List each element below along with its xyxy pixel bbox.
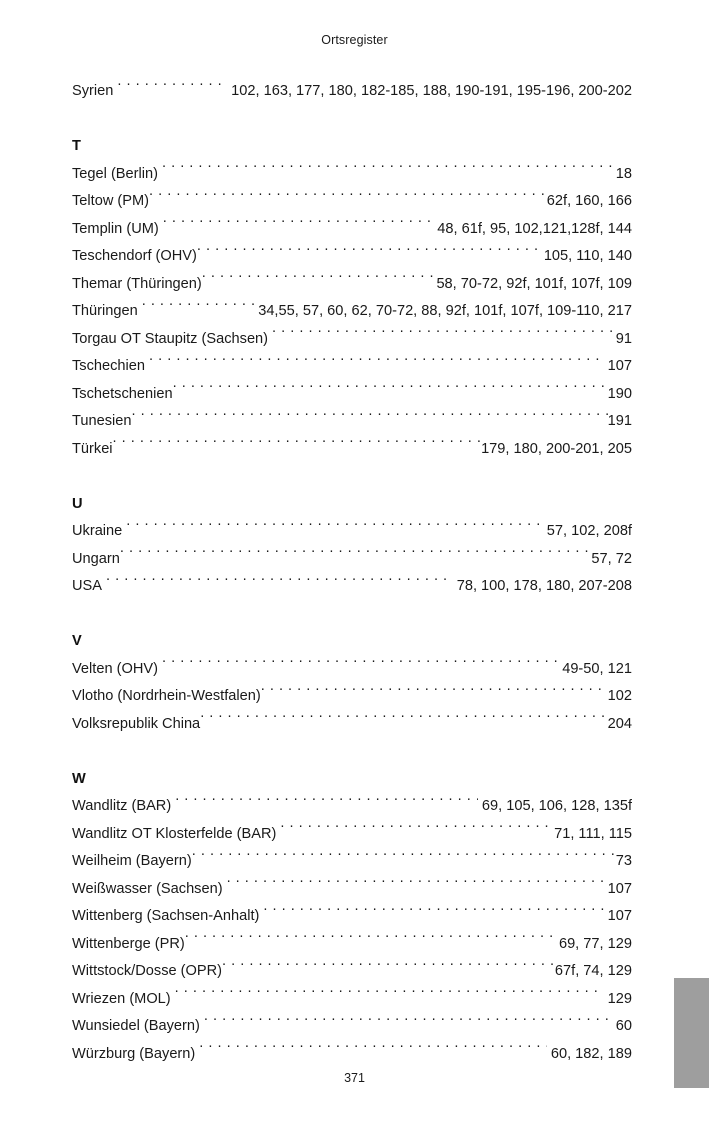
index-entry-leader-dots bbox=[185, 933, 559, 948]
index-entry bbox=[72, 656, 632, 684]
index-entry-pages: 179, 180, 200-201, 205 bbox=[481, 440, 632, 457]
index-entry bbox=[72, 573, 632, 601]
index-entry-leader-dots bbox=[227, 878, 604, 893]
index-entry-pages: 57, 72 bbox=[591, 550, 632, 567]
index-entry-pages: 105, 110, 140 bbox=[543, 248, 632, 264]
index-entry bbox=[72, 78, 632, 106]
index-entry-term: Torgau OT Staupitz (Sachsen) bbox=[72, 330, 269, 347]
index-entry-leader-dots bbox=[173, 383, 608, 398]
index-entry-leader-dots bbox=[126, 520, 542, 535]
section-spacer bbox=[72, 106, 632, 134]
index-entry-pages: 60 bbox=[615, 1018, 632, 1034]
index-entry bbox=[72, 326, 632, 354]
index-entry-leader-dots bbox=[202, 273, 437, 288]
index-entry-pages: 58, 70-72, 92f, 101f, 107f, 109 bbox=[436, 275, 632, 292]
index-entry-pages: 91 bbox=[615, 330, 632, 347]
index-entry bbox=[72, 821, 632, 849]
index-entry bbox=[72, 188, 632, 216]
index-entry-pages: 48, 61f, 95, 102,121,128f, 144 bbox=[437, 220, 632, 237]
index-entry-term: Wandlitz (BAR) bbox=[72, 798, 172, 814]
index-entry-leader-dots bbox=[142, 300, 254, 315]
index-entry-leader-dots bbox=[175, 795, 478, 810]
index-entry-leader-dots bbox=[192, 850, 616, 865]
index-entry-pages: 190 bbox=[607, 385, 632, 402]
index-section-letter: W bbox=[72, 770, 86, 787]
running-head: Ortsregister bbox=[321, 33, 388, 47]
index-entry bbox=[72, 958, 632, 986]
index-entry-term: Tegel (Berlin) bbox=[72, 165, 158, 182]
index-entry bbox=[72, 1041, 632, 1069]
index-entry bbox=[72, 986, 632, 1014]
index-entry bbox=[72, 848, 632, 876]
index-entry bbox=[72, 408, 632, 436]
index-entry-term: Themar (Thüringen) bbox=[72, 275, 202, 292]
index-entry-leader-dots bbox=[113, 438, 482, 453]
index-entry-term: Syrien bbox=[72, 83, 114, 99]
index-entry bbox=[72, 161, 632, 189]
index-entry bbox=[72, 546, 632, 574]
index-entry-term: Wittstock/Dosse (OPR) bbox=[72, 963, 223, 979]
index-section-letter: U bbox=[72, 495, 83, 512]
index-entry bbox=[72, 381, 632, 409]
index-entry-leader-dots bbox=[132, 410, 608, 425]
index-section-letter: T bbox=[72, 138, 81, 154]
index-entry-pages: 102 bbox=[607, 688, 632, 704]
index-entry-pages: 71, 111, 115 bbox=[554, 825, 632, 842]
index-entry bbox=[72, 298, 632, 326]
index-entry-leader-dots bbox=[175, 988, 604, 1003]
index-section-letter: V bbox=[72, 633, 82, 649]
index-entry-leader-dots bbox=[120, 548, 592, 563]
index-entry-term: Vlotho (Nordrhein-Westfalen) bbox=[72, 688, 261, 704]
index-entry-term: Volksrepublik China bbox=[72, 715, 201, 732]
index-entry-pages: 78, 100, 178, 180, 207-208 bbox=[456, 578, 632, 594]
index-entry-pages: 107 bbox=[607, 358, 632, 374]
index-entry bbox=[72, 271, 632, 299]
index-entry-term: Wittenberge (PR) bbox=[72, 935, 185, 952]
index-entry bbox=[72, 931, 632, 959]
section-spacer bbox=[72, 463, 632, 491]
index-entry-leader-dots bbox=[162, 658, 558, 673]
index-entry-term: Teltow (PM) bbox=[72, 193, 150, 209]
index-entry bbox=[72, 216, 632, 244]
page-number: 371 bbox=[344, 1071, 365, 1085]
index-entry bbox=[72, 1013, 632, 1041]
index-entry-pages: 67f, 74, 129 bbox=[554, 963, 632, 979]
index-entry-pages: 107 bbox=[607, 880, 632, 897]
index-entry-pages: 204 bbox=[607, 715, 632, 732]
index-entry-leader-dots bbox=[117, 80, 227, 95]
index-entry-term: Weilheim (Bayern) bbox=[72, 853, 192, 869]
index-entry-leader-dots bbox=[162, 163, 612, 178]
index-entry-leader-dots bbox=[200, 713, 607, 728]
index-entry-leader-dots bbox=[204, 1015, 612, 1030]
index-entry-pages: 107 bbox=[607, 908, 632, 924]
index-entry-term: Tschetschenien bbox=[72, 385, 173, 402]
index-entry bbox=[72, 518, 632, 546]
index-entry-term: Wittenberg (Sachsen-Anhalt) bbox=[72, 908, 260, 924]
section-spacer bbox=[72, 601, 632, 629]
index-entry-leader-dots bbox=[149, 190, 547, 205]
index-entry-pages: 60, 182, 189 bbox=[550, 1045, 632, 1062]
index-entry-pages: 57, 102, 208f bbox=[546, 523, 632, 539]
index-entry-term: Velten (OHV) bbox=[72, 660, 158, 677]
index-entry-term: Wriezen (MOL) bbox=[72, 990, 171, 1007]
index-entry-pages: 62f, 160, 166 bbox=[546, 193, 632, 209]
index-entry bbox=[72, 243, 632, 271]
index-entry-pages: 129 bbox=[607, 990, 632, 1007]
index-entry-pages: 102, 163, 177, 180, 182-185, 188, 190-191, 195-196, 200-202 bbox=[231, 83, 632, 99]
index-entry bbox=[72, 876, 632, 904]
index-entry-leader-dots bbox=[149, 355, 604, 370]
index-entry bbox=[72, 353, 632, 381]
index-entry-pages: 73 bbox=[615, 853, 632, 869]
thumb-index-tab bbox=[674, 978, 709, 1088]
index-entry-leader-dots bbox=[106, 575, 453, 590]
index-entry-term: USA bbox=[72, 578, 103, 594]
index-entry-term: Tunesien bbox=[72, 413, 132, 429]
index-entry-pages: 69, 105, 106, 128, 135f bbox=[481, 798, 632, 814]
index-entry-term: Teschendorf (OHV) bbox=[72, 248, 197, 264]
index-entry-term: Würzburg (Bayern) bbox=[72, 1045, 196, 1062]
index-entry-term: Weißwasser (Sachsen) bbox=[72, 880, 223, 897]
index-entry-term: Tschechien bbox=[72, 358, 146, 374]
index-entry-leader-dots bbox=[272, 328, 612, 343]
index-entry-pages: 191 bbox=[607, 413, 632, 429]
index-entry-term: Wandlitz OT Klosterfelde (BAR) bbox=[72, 825, 277, 842]
index-entry bbox=[72, 683, 632, 711]
index-entry-pages: 69, 77, 129 bbox=[558, 935, 632, 952]
index-entry bbox=[72, 903, 632, 931]
index-entry-leader-dots bbox=[199, 1043, 547, 1058]
index-entry-leader-dots bbox=[197, 245, 544, 260]
index-entry-term: Ungarn bbox=[72, 550, 120, 567]
index-entry-pages: 18 bbox=[615, 165, 632, 182]
index-entry-pages: 34,55, 57, 60, 62, 70-72, 88, 92f, 101f, 107f, 109-110, 217 bbox=[258, 303, 632, 319]
index-entry-leader-dots bbox=[261, 685, 608, 700]
index-entry-term: Templin (UM) bbox=[72, 220, 159, 237]
index-entry bbox=[72, 436, 632, 464]
index-entry-term: Ukraine bbox=[72, 523, 123, 539]
index-entry-leader-dots bbox=[280, 823, 550, 838]
section-spacer bbox=[72, 738, 632, 766]
index-entry bbox=[72, 793, 632, 821]
index-entry-list bbox=[72, 78, 632, 1068]
index-entry-pages: 49-50, 121 bbox=[562, 660, 632, 677]
index-entry-term: Wunsiedel (Bayern) bbox=[72, 1018, 200, 1034]
index-entry-term: Türkei bbox=[72, 440, 113, 457]
index-entry-term: Thüringen bbox=[72, 303, 138, 319]
index-entry bbox=[72, 711, 632, 739]
index-entry-leader-dots bbox=[222, 960, 555, 975]
index-entry-leader-dots bbox=[163, 218, 433, 233]
index-entry-leader-dots bbox=[263, 905, 603, 920]
